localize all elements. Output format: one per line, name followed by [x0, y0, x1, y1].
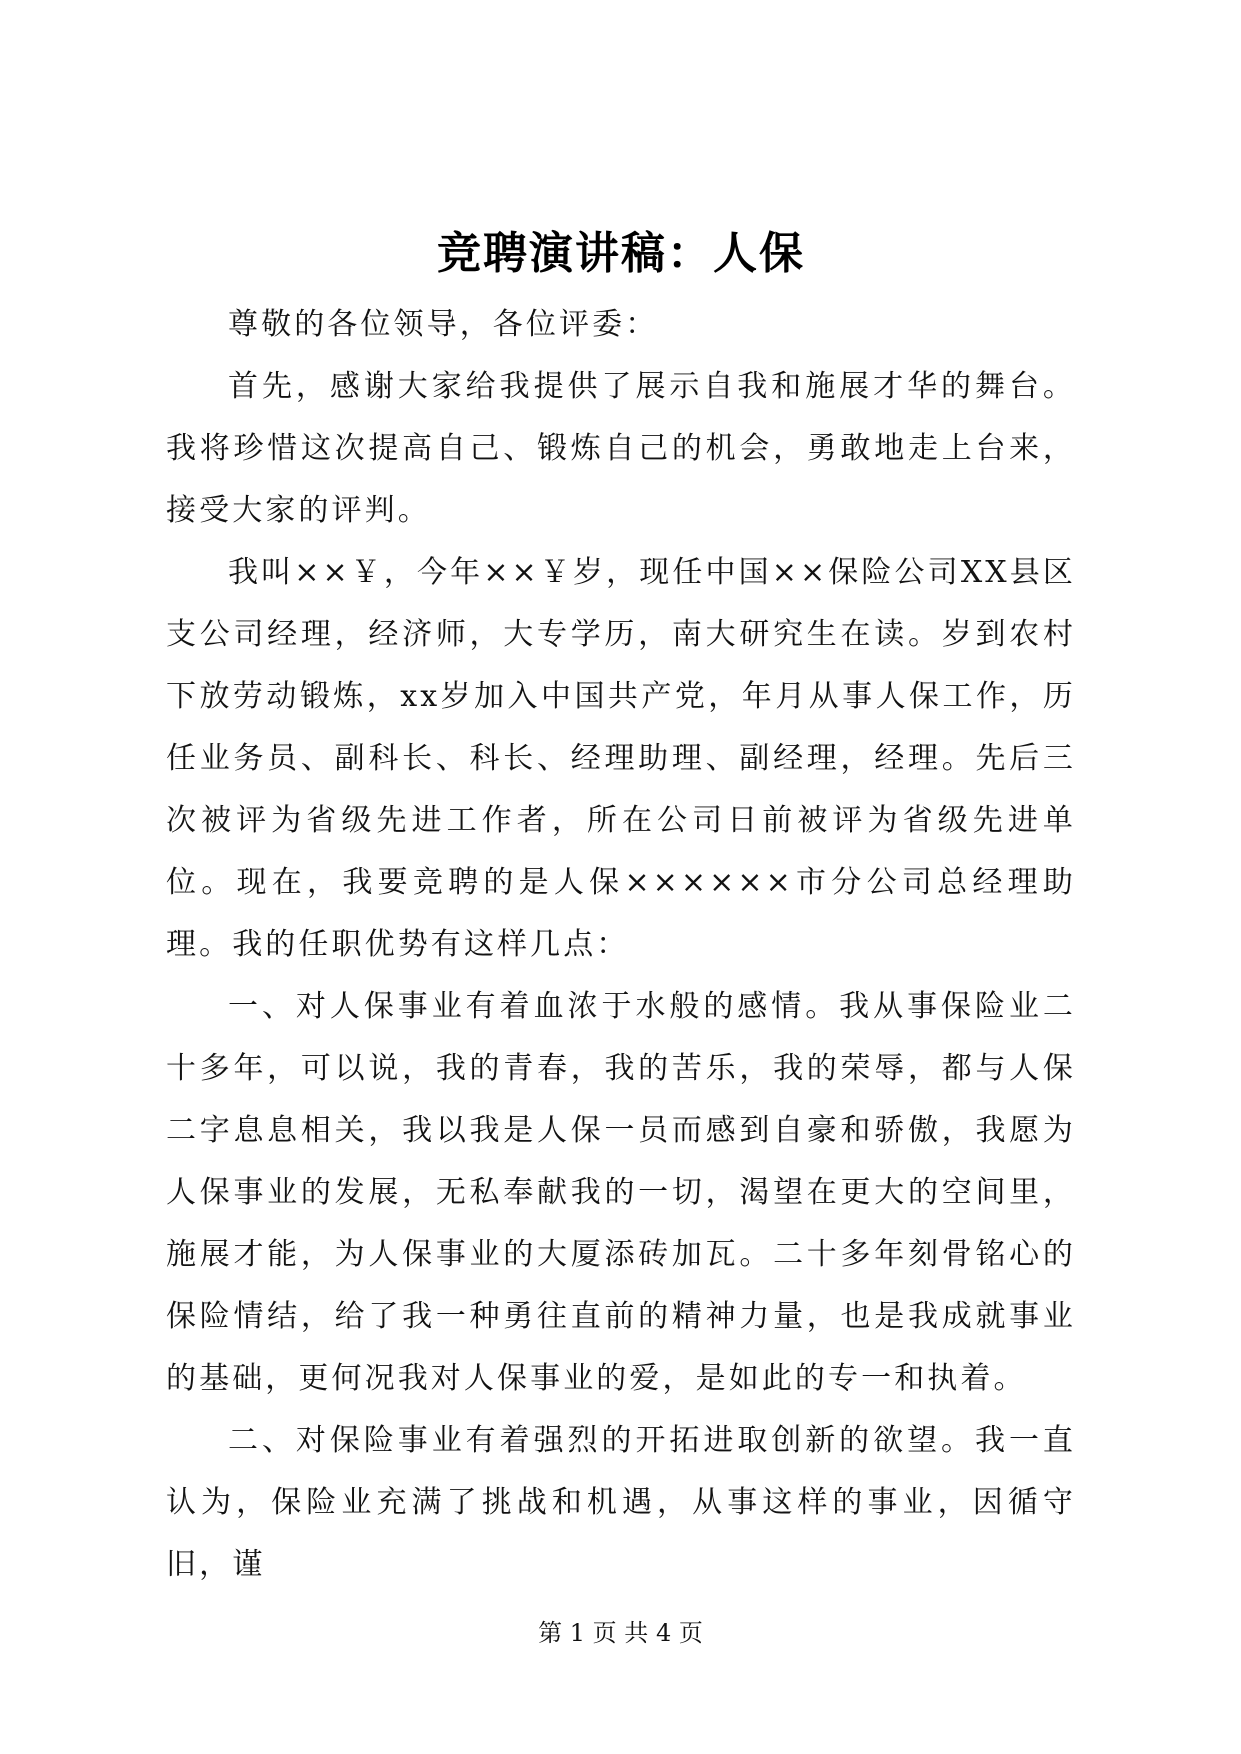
paragraph-introduction: 我叫××￥，今年××￥岁，现任中国××保险公司XX县区支公司经理，经济师，大专学历，南大研究生在读。岁到农村下放劳动锻炼，xx岁加入中国共产党，年月从事人保工作，历任业务员、副科长、科长、经理助理、副经理，经理。先后三次被评为省级先进工作者，所在公司日前被评为省级先进单位。现在，我要竞聘的是人保××××××市分公司总经理助理。我的任职优势有这样几点：: [166, 555, 1076, 962]
document-content: [166, 226, 1076, 1596]
page-number: 第 1 页 共 4 页: [538, 1619, 703, 1647]
paragraph-advantage-one: 一、对人保事业有着血浓于水般的感情。我从事保险业二十多年，可以说，我的青春，我的苦乐，我的荣辱，都与人保二字息息相关，我以我是人保一员而感到自豪和骄傲，我愿为人保事业的发展，无私奉献我的一切，渴望在更大的空间里，施展才能，为人保事业的大厦添砖加瓦。二十多年刻骨铭心的保险情结，给了我一种勇往直前的精神力量，也是我成就事业的基础，更何况我对人保事业的爱，是如此的专一和执着。: [166, 989, 1076, 1396]
paragraph-advantage-two: 二、对保险事业有着强烈的开拓进取创新的欲望。我一直认为，保险业充满了挑战和机遇，从事这样的事业，因循守旧，谨: [166, 1423, 1076, 1582]
paragraph-opening: 首先，感谢大家给我提供了展示自我和施展才华的舞台。我将珍惜这次提高自己、锻炼自己的机会，勇敢地走上台来，接受大家的评判。: [166, 369, 1076, 528]
paragraph-salutation: 尊敬的各位领导，各位评委：: [228, 307, 659, 342]
document-title: 竞聘演讲稿：人保: [437, 228, 805, 279]
